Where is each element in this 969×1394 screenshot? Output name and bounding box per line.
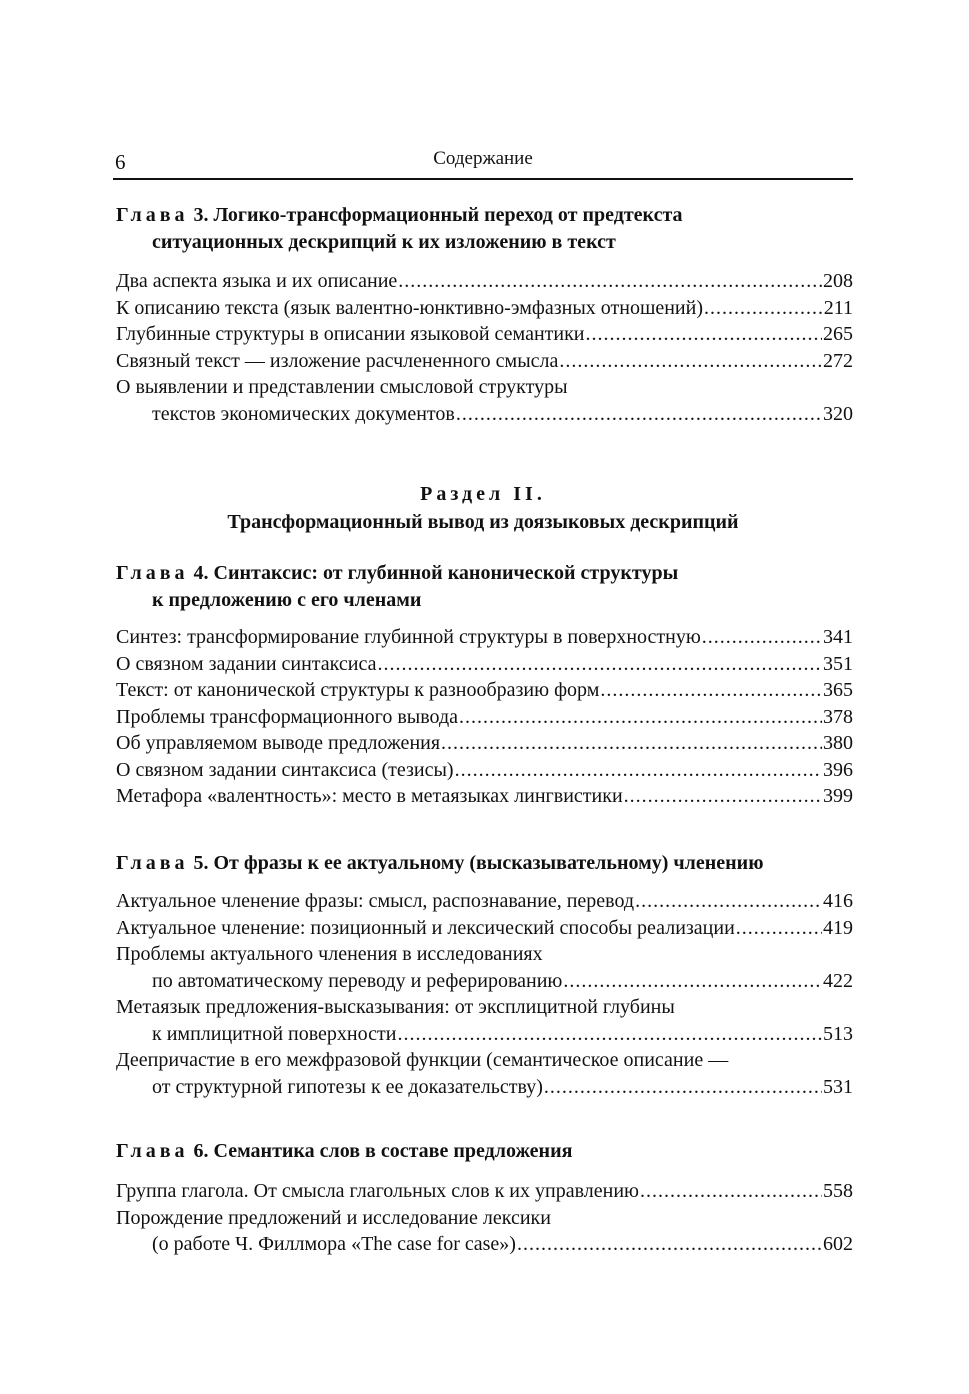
entry-title: Об управляемом выводе предложения	[116, 732, 441, 754]
entry-title: К описанию текста (язык валентно-юнктивно-эмфазных отношений)	[116, 296, 703, 319]
chapter-3-heading	[116, 202, 852, 256]
toc-entry[interactable]	[116, 941, 853, 994]
toc-entry[interactable]	[116, 888, 853, 915]
chapter-5-heading	[116, 850, 852, 877]
toc-entry[interactable]	[116, 757, 853, 784]
entry-title: О связном задании синтаксиса (тезисы)	[116, 758, 454, 781]
toc-entry[interactable]	[116, 915, 853, 942]
dot-leader	[586, 321, 822, 348]
dot-leader	[563, 968, 822, 995]
dot-leader	[397, 1021, 822, 1048]
entry-title: Текст: от канонической структуры к разнообразию форм	[116, 679, 600, 701]
section-title: Трансформационный вывод из доязыковых дескрипций	[227, 511, 739, 533]
chapter-label: Глава	[116, 852, 189, 874]
entry-title-continued: (о работе Ч. Филлмора «The case for case»)	[152, 1233, 516, 1255]
entry-title: Проблемы актуального членения в исследованиях	[116, 943, 543, 965]
chapter-label: Глава	[116, 1140, 189, 1162]
dot-leader	[640, 1178, 822, 1205]
dot-leader	[455, 757, 822, 784]
toc-entry[interactable]	[116, 730, 853, 757]
entry-title: Актуальное членение: позиционный и лексический способы реализации	[116, 916, 735, 939]
entry-title: О выявлении и представлении смысловой структуры	[116, 376, 568, 398]
chapter-4-entries	[116, 624, 853, 810]
toc-entry[interactable]	[116, 348, 853, 375]
chapter-title-line1: 4. Синтаксис: от глубинной канонической структуры	[188, 562, 679, 584]
dot-leader	[624, 783, 822, 810]
toc-entry[interactable]	[116, 704, 853, 731]
chapter-title-line1: 3. Логико-трансформационный переход от предтекста	[188, 204, 683, 226]
entry-title: Порождение предложений и исследование лексики	[116, 1206, 551, 1229]
chapter-label: Глава	[116, 204, 189, 226]
dot-leader	[736, 915, 822, 942]
entry-page: 365	[823, 679, 853, 701]
entry-page: 416	[823, 890, 853, 912]
entry-page: 265	[823, 323, 853, 345]
entry-page: 351	[823, 652, 853, 675]
page-number: 6	[115, 150, 126, 174]
toc-entry[interactable]	[116, 1178, 853, 1205]
dot-leader	[704, 295, 823, 322]
entry-page: 208	[823, 270, 853, 292]
entry-page: 419	[823, 916, 853, 939]
entry-title-continued: от структурной гипотезы к ее доказательству)	[152, 1075, 543, 1098]
toc-entry[interactable]	[116, 295, 853, 322]
entry-title-continued: к имплицитной поверхности	[152, 1022, 397, 1045]
entry-title-continued: по автоматическому переводу и реферированию	[152, 969, 563, 992]
chapter-6-entries	[116, 1178, 853, 1258]
chapter-6-heading	[116, 1138, 852, 1165]
entry-page: 341	[823, 626, 853, 648]
entry-title: О связном задании синтаксиса	[116, 652, 377, 675]
toc-entry[interactable]	[116, 651, 853, 678]
entry-title: Метафора «валентность»: место в метаязыках лингвистики	[116, 785, 623, 807]
entry-page: 211	[823, 296, 853, 319]
chapter-3-entries	[116, 268, 853, 427]
toc-entry[interactable]	[116, 1205, 853, 1258]
running-title: Содержание	[433, 148, 533, 169]
entry-page: 399	[823, 785, 853, 807]
entry-page: 531	[823, 1075, 853, 1098]
dot-leader	[702, 624, 822, 651]
toc-entry[interactable]	[116, 677, 853, 704]
dot-leader	[441, 730, 822, 757]
dot-leader	[559, 348, 822, 375]
toc-entry[interactable]	[116, 994, 853, 1047]
chapter-title-line1: 5. От фразы к ее актуальному (высказывательному) членению	[188, 852, 764, 874]
toc-entry[interactable]	[116, 1047, 853, 1100]
toc-entry[interactable]	[116, 374, 853, 427]
entry-title: Глубинные структуры в описании языковой семантики	[116, 323, 585, 345]
running-header	[113, 146, 853, 180]
entry-page: 320	[823, 402, 853, 425]
dot-leader	[600, 677, 822, 704]
toc-entry[interactable]	[116, 321, 853, 348]
dot-leader	[544, 1074, 822, 1101]
entry-page: 378	[823, 705, 853, 728]
toc-entry[interactable]	[116, 783, 853, 810]
entry-title: Проблемы трансформационного вывода	[116, 705, 458, 728]
entry-title: Связный текст — изложение расчлененного смысла	[116, 349, 559, 372]
entry-title: Деепричастие в его межфразовой функции (семантическое описание —	[116, 1049, 729, 1071]
entry-title-continued: текстов экономических документов	[152, 402, 455, 425]
entry-page: 513	[823, 1022, 853, 1045]
dot-leader	[377, 651, 822, 678]
chapter-label: Глава	[116, 562, 189, 584]
dot-leader	[517, 1231, 822, 1258]
entry-title: Синтез: трансформирование глубинной структуры в поверхностную	[116, 626, 701, 648]
section-2-heading	[113, 480, 853, 536]
entry-page: 272	[823, 349, 853, 372]
dot-leader	[456, 401, 822, 428]
entry-title: Группа глагола. От смысла глагольных слов к их управлению	[116, 1180, 639, 1202]
chapter-4-heading	[116, 560, 852, 614]
toc-entry[interactable]	[116, 624, 853, 651]
chapter-title-line2: к предложению с его членами	[152, 589, 422, 611]
entry-page: 558	[823, 1180, 853, 1202]
chapter-title-line2: ситуационных дескрипций к их изложению в текст	[152, 231, 616, 253]
entry-page: 422	[823, 969, 853, 992]
dot-leader	[635, 888, 822, 915]
entry-title: Актуальное членение фразы: смысл, распознавание, перевод	[116, 890, 635, 912]
dot-leader	[459, 704, 822, 731]
section-label: Раздел II.	[420, 483, 546, 505]
chapter-title-line1: 6. Семантика слов в составе предложения	[188, 1140, 573, 1162]
entry-title: Метаязык предложения-высказывания: от эксплицитной глубины	[116, 996, 675, 1018]
entry-page: 396	[823, 758, 853, 781]
dot-leader	[398, 268, 822, 295]
entry-title: Два аспекта языка и их описание	[116, 270, 398, 292]
entry-page: 380	[823, 732, 853, 754]
chapter-5-entries	[116, 888, 853, 1100]
entry-page: 602	[823, 1233, 853, 1255]
toc-entry[interactable]	[116, 268, 853, 295]
